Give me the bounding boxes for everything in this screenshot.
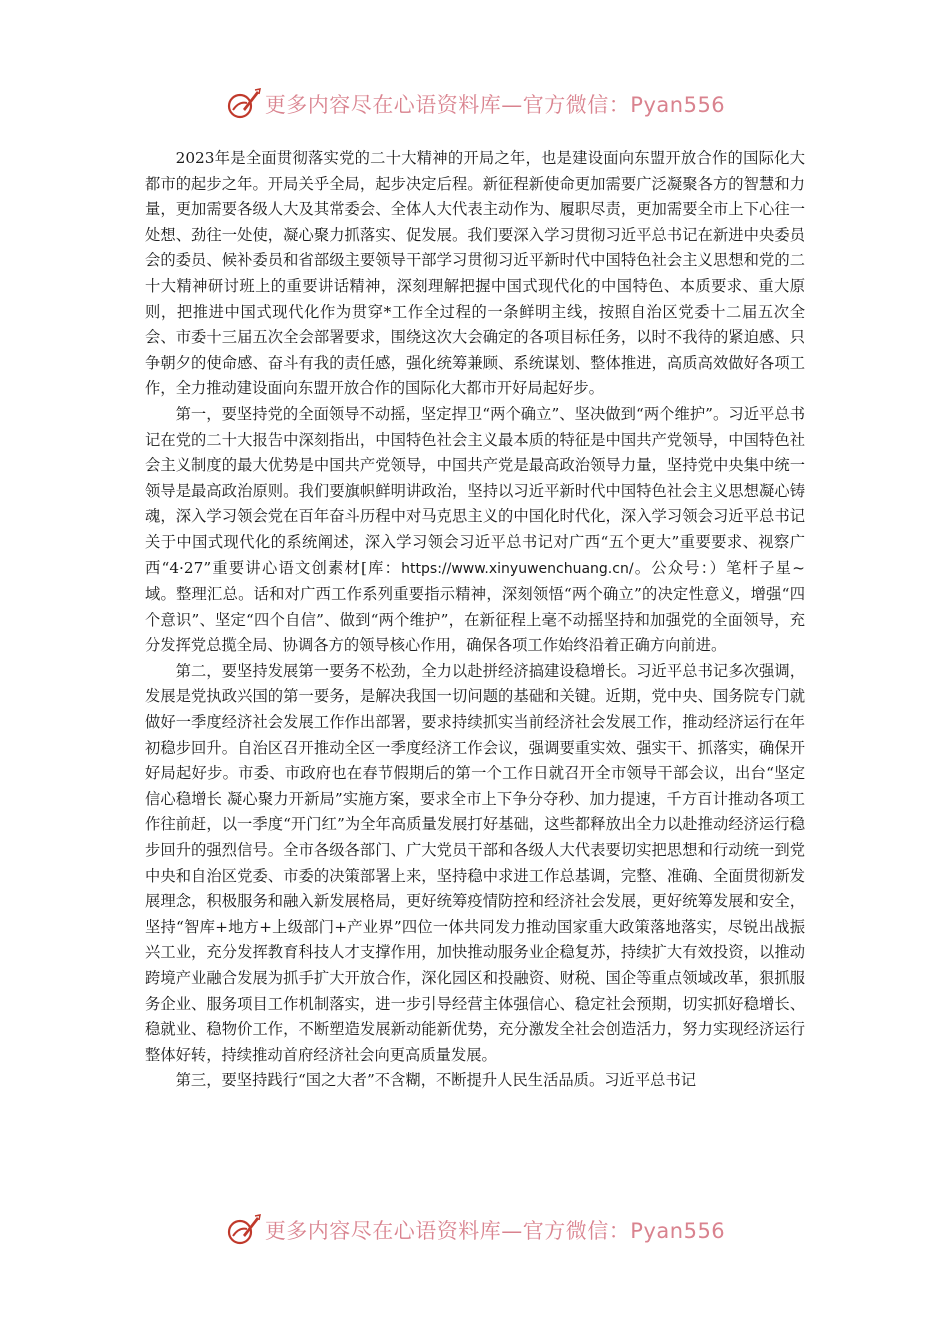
article-body — [145, 146, 805, 1094]
paragraph-second: 第二，要坚持发展第一要务不松劲，全力以赴拼经济搞建设稳增长。习近平总书记多次强调，发展是党执政兴国的第一要务，是解决我国一切问题的基础和关键。近期，党中央、国务院专门就做好一季度经济社会发展工作作出部署，要求持续抓实当前经济社会发展工作，推动经济运行在年初稳步回升。自治区召开推动全区一季度经济工作会议，强调要重实效、强实干、抓落实，确保开好局起好步。市委、市政府也在春节假期后的第一个工作日就召开全市领导干部会议，出台“坚定信心稳增长 凝心聚力开新局”实施方案，要求全市上下争分夺秒、加力提速，千方百计推动各项工作往前赶，以一季度“开门红”为全年高质量发展打好基础，这些都释放出全力以赴推动经济运行稳步回升的强烈信号。全市各级各部门、广大党员干部和各级人大代表要切实把思想和行动统一到党中央和自治区党委、市委的决策部署上来，坚持稳中求进工作总基调，完整、准确、全面贯彻新发展理念，积极服务和融入新发展格局，更好统筹疫情防控和经济社会发展，更好统筹发展和安全，坚持“智库+地方+上级部门+产业界”四位一体共同发力推动国家重大政策落地落实，尽锐出战振兴工业，充分发挥教育科技人才支撑作用，加快推动服务业企稳复苏，持续扩大有效投资，以推动跨境产业融合发展为抓手扩大开放合作，深化园区和投融资、财税、国企等重点领域改革，狠抓服务企业、服务项目工作机制落实，进一步引导经营主体强信心、稳定社会预期，切实抓好稳增长、稳就业、稳物价工作，不断塑造发展新动能新优势，充分激发全社会创造活力，努力实现经济运行整体好转，持续推动首府经济社会向更高质量发展。 — [145, 661, 805, 1064]
footer-watermark-banner — [0, 1210, 950, 1250]
pen-logo-icon — [225, 1213, 261, 1247]
banner-text: 更多内容尽在心语资料库—官方微信：Pyan556 — [264, 93, 726, 117]
header-watermark-banner — [0, 84, 950, 124]
pen-logo-icon — [225, 87, 261, 121]
paragraph-intro: 2023年是全面贯彻落实党的二十大精神的开局之年，也是建设面向东盟开放合作的国际化大都市的起步之年。开局关乎全局，起步决定后程。新征程新使命更加需要广泛凝聚各方的智慧和力量，更加需要各级人大及其常委会、全体人大代表主动作为、履职尽责，更加需要全市上下心往一处想、劲往一处使，凝心聚力抓落实、促发展。我们要深入学习贯彻习近平总书记在新进中央委员会的委员、候补委员和省部级主要领导干部学习贯彻习近平新时代中国特色社会主义思想和党的二十大精神研讨班上的重要讲话精神，深刻理解把握中国式现代化的中国特色、本质要求、重大原则，把推进中国式现代化作为贯穿*工作全过程的一条鲜明主线，按照自治区党委十二届五次全会、市委十三届五次全会部署要求，围绕这次大会确定的各项目标任务，以时不我待的紧迫感、只争朝夕的使命感、奋斗有我的责任感，强化统筹兼顾、系统谋划、整体推进，高质高效做好各项工作，全力推动建设面向东盟开放合作的国际化大都市开好局起好步。 — [145, 149, 805, 398]
paragraph-first-text: 第一，要坚持党的全面领导不动摇，坚定捍卫“两个确立”、坚决做到“两个维护”。习近平总书记在党的二十大报告中深刻指出，中国特色社会主义最本质的特征是中国共产党领导，中国特色社会主义制度的最大优势是中国共产党领导，中国共产党是最高政治领导力量，坚持党中央集中统一领导是最高政治原则。我们要旗帜鲜明讲政治，坚持以习近平新时代中国特色社会主义思想凝心铸魂，深入学习领会党在百年奋斗历程中对马克思主义的中国化时代化，深入学习领会习近平总书记关于中国式现代化的系统阐述，深入学习领会习近平总书记对广西“五个更大”重要要求、视察广西“4·27”重要讲心语文创素材[库： — [145, 404, 805, 577]
paragraph-first-continued: 。公众号：）笔杆子星~域。整理汇总。话和对广西工作系列重要指示精神，深刻领悟“两个确立”的决定性意义，增强“四个意识”、坚定“四个自信”、做到“两个维护”，在新征程上毫不动摇坚持和加强党的全面领导，充分发挥党总揽全局、协调各方的领导核心作用，确保各项工作始终沿着正确方向前进。 — [145, 558, 805, 655]
paragraph-first — [145, 402, 805, 659]
banner-text: 更多内容尽在心语资料库—官方微信：Pyan556 — [264, 1219, 726, 1243]
source-url: https://www.xinyuwenchuang.cn/ — [401, 560, 634, 577]
paragraph-third: 第三，要坚持践行“国之大者”不含糊，不断提升人民生活品质。习近平总书记 — [175, 1071, 697, 1090]
